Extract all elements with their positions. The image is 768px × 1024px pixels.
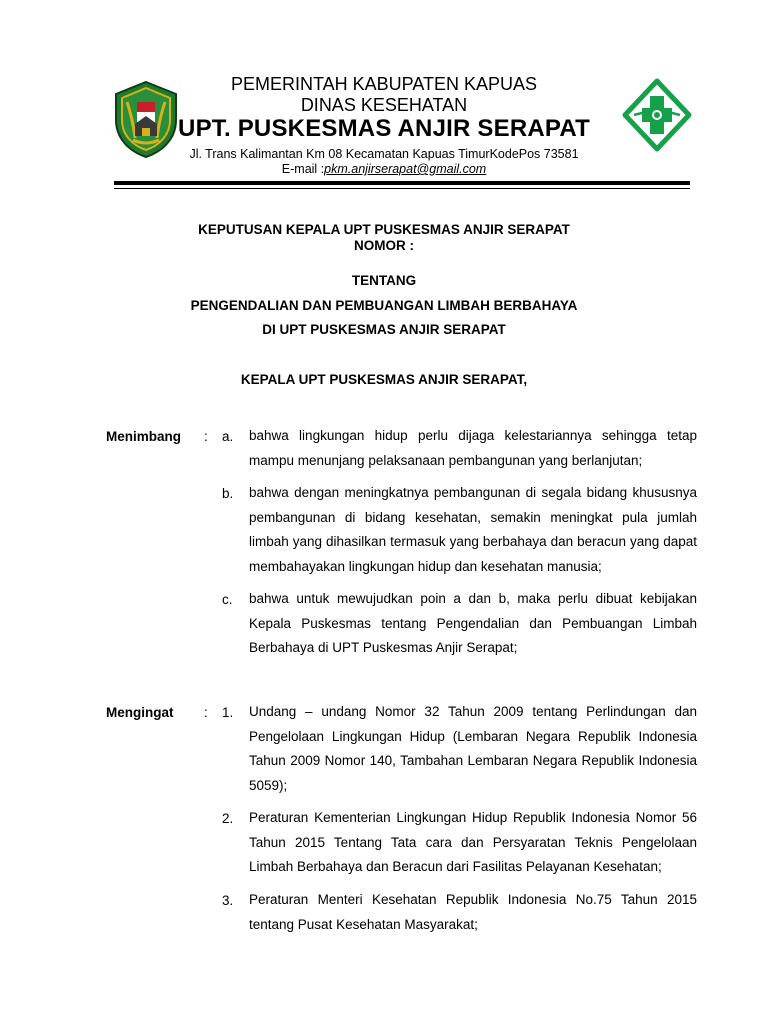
mengingat-colon: : (204, 705, 208, 720)
mengingat-marker-2: 2. (222, 811, 234, 826)
mengingat-item-2: Peraturan Kementerian Lingkungan Hidup Republik Indonesia Nomor 56 Tahun 2015 Tentang Tata cara dan Persyaratan Teknis Pengelolaan Limbah Berbahaya dan Beracun dari Fasilitas Pelayanan Kesehatan; (249, 810, 697, 874)
letterhead-divider-thick (114, 181, 690, 185)
mengingat-marker-3: 3. (222, 893, 234, 908)
decree-subject-line2: DI UPT PUSKESMAS ANJIR SERAPAT (262, 322, 506, 337)
letterhead-department-line: DINAS KESEHATAN (300, 95, 468, 115)
menimbang-marker-a: a. (222, 429, 234, 444)
menimbang-marker-b: b. (222, 486, 234, 501)
mengingat-item-1: Undang – undang Nomor 32 Tahun 2009 tentang Perlindungan dan Pengelolaan Lingkungan Hidup (Lembaran Negara Republik Indonesia Tahun 2009 Nomor 140, Tambahan Lembaran Negara Republik Indonesia 5059); (249, 704, 697, 793)
mengingat-label: Mengingat (106, 705, 174, 720)
email-prefix: E-mail : (281, 162, 325, 176)
letterhead-address: Jl. Trans Kalimantan Km 08 Kecamatan Kapuas TimurKodePos 73581 (189, 147, 579, 161)
letterhead-divider-thin (114, 188, 690, 189)
mengingat-item-3: Peraturan Menteri Kesehatan Republik Indonesia No.75 Tahun 2015 tentang Pusat Kesehatan Masyarakat; (249, 892, 697, 932)
decree-tentang: TENTANG (351, 273, 417, 288)
decree-issuer: KEPALA UPT PUSKESMAS ANJIR SERAPAT, (240, 372, 528, 387)
mengingat-marker-1: 1. (222, 705, 234, 720)
decree-number: NOMOR : (354, 238, 414, 253)
menimbang-item-c: bahwa untuk mewujudkan poin a dan b, maka perlu dibuat kebijakan Kepala Puskesmas tentang Pengendalian dan Pembuangan Limbah Berbahaya di UPT Puskesmas Anjir Serapat; (249, 591, 697, 655)
decree-title: KEPUTUSAN KEPALA UPT PUSKESMAS ANJIR SERAPAT (198, 222, 570, 237)
letterhead-institution-name: UPT. PUSKESMAS ANJIR SERAPAT (178, 115, 590, 142)
menimbang-marker-c: c. (222, 592, 233, 607)
menimbang-label: Menimbang (106, 429, 182, 444)
letterhead-email-line (0, 162, 768, 176)
letterhead-government-line: PEMERINTAH KABUPATEN KAPUAS (230, 74, 538, 94)
menimbang-colon: : (204, 429, 208, 444)
menimbang-item-a: bahwa lingkungan hidup perlu dijaga kelestariannya sehingga tetap mampu menunjang pelaksanaan pembangunan yang berlanjutan; (249, 428, 697, 468)
menimbang-item-b: bahwa dengan meningkatnya pembangunan di segala bidang khususnya pembangunan di bidang kesehatan, semakin meningkat pula jumlah limbah yang dihasilkan termasuk yang berbahaya dan beracun yang dapat membahayakan lingkungan hidup dan kesehatan manusia; (249, 485, 697, 574)
email-link[interactable]: pkm.anjirserapat@gmail.com (324, 162, 487, 176)
decree-subject-line1: PENGENDALIAN DAN PEMBUANGAN LIMBAH BERBAHAYA (190, 298, 578, 313)
